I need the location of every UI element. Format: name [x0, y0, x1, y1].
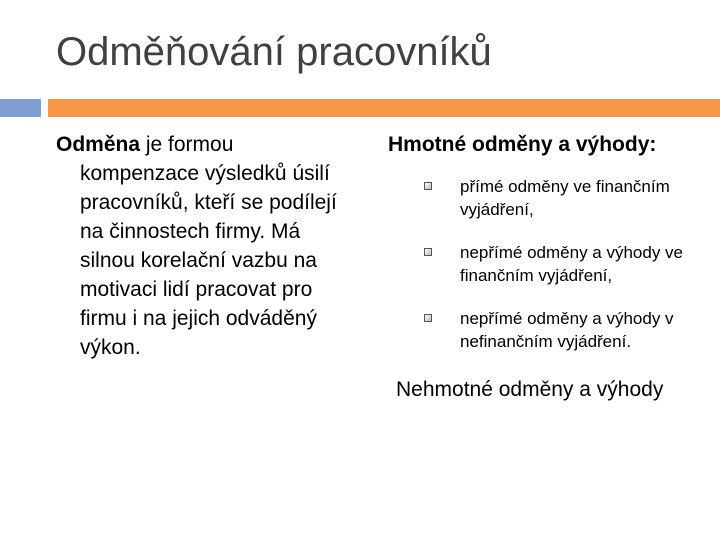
list-item-text: přímé odměny ve finančním vyjádření, — [460, 177, 670, 219]
list-item-text: nepřímé odměny a výhody ve finančním vyjádření, — [460, 243, 684, 285]
list-item — [388, 241, 708, 287]
checkbox-bullet-icon — [424, 248, 432, 256]
tangible-rewards-heading: Hmotné odměny a výhody: — [388, 133, 657, 156]
list-item — [388, 307, 708, 353]
tangible-rewards-list — [388, 175, 708, 353]
accent-bar-blue — [0, 99, 41, 117]
definition-text: je formou kompenzace výsledků úsilí pracovníků, kteří se podílejí na činnostech firmy. Má silnou korelační vazbu na motivaci lidí pracovat pro firmu i na jejich odváděný výkon. — [80, 133, 337, 359]
reward-definition — [56, 130, 356, 362]
list-item-text: nepřímé odměny a výhody v nefinančním vyjádření. — [460, 309, 674, 351]
slide-title: Odměňování pracovníků — [56, 30, 492, 74]
definition-paragraph — [56, 130, 356, 362]
accent-bar-orange — [48, 99, 720, 117]
intangible-rewards-heading: Nehmotné odměny a výhody — [396, 378, 664, 401]
checkbox-bullet-icon — [424, 182, 432, 190]
reward-types — [388, 130, 708, 404]
checkbox-bullet-icon — [424, 314, 432, 322]
definition-term: Odměna — [56, 133, 141, 156]
list-item — [388, 175, 708, 221]
